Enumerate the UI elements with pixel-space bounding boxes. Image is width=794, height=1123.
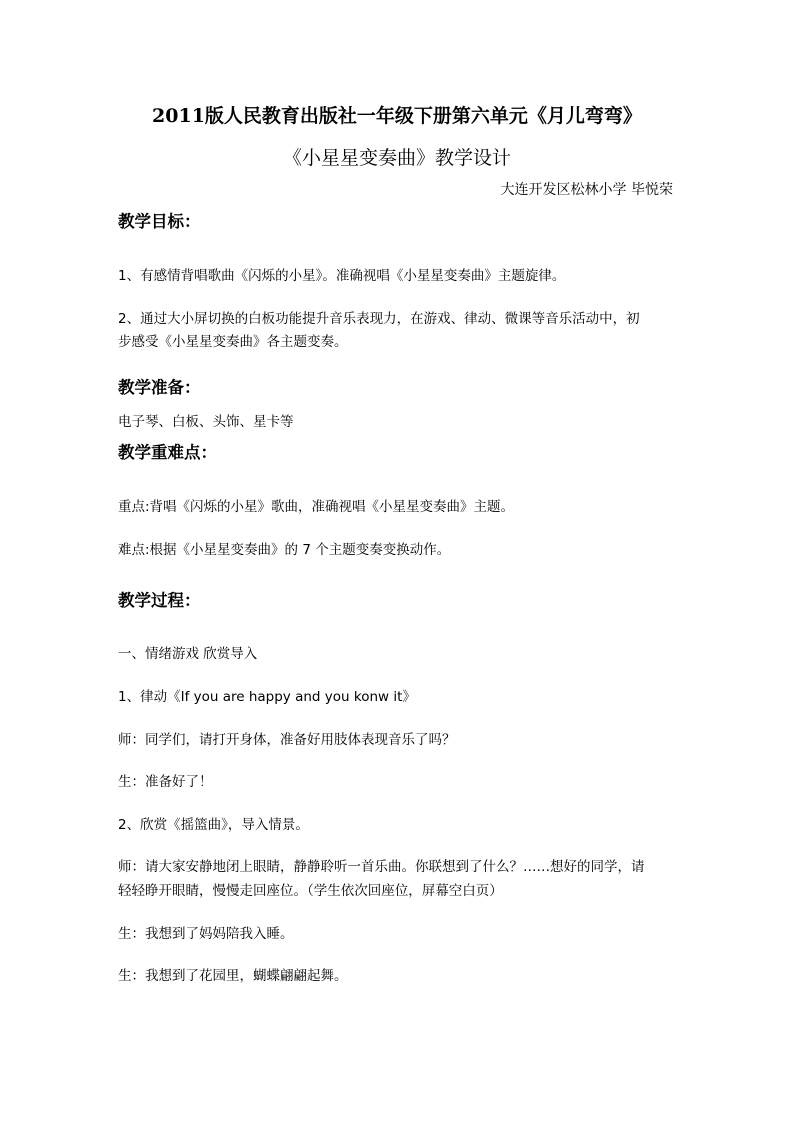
- student-line-3: 生：我想到了花园里，蝴蝶翩翩起舞。: [118, 968, 348, 984]
- key-points-heading: 教学重难点：: [118, 443, 217, 462]
- process-step-2: 2、欣赏《摇篮曲》，导入情景。: [118, 817, 309, 833]
- teacher-line-2b: 轻轻睁开眼睛，慢慢走回座位。（学生依次回座位，屏幕空白页）: [118, 883, 503, 899]
- preparation-heading: 教学准备：: [118, 378, 201, 397]
- author-line: 大连开发区松林小学 毕悦荣: [500, 182, 673, 198]
- key-point-text: 重点:背唱《闪烁的小星》歌曲，准确视唱《小星星变奏曲》主题。: [118, 499, 515, 515]
- goals-heading: 教学目标：: [118, 212, 201, 231]
- preparation-text: 电子琴、白板、头饰、星卡等: [118, 414, 294, 430]
- difficulty-text: 难点:根据《小星星变奏曲》的 7 个主题变奏变换动作。: [118, 542, 451, 558]
- process-heading: 教学过程：: [118, 591, 201, 610]
- process-step-1: 1、律动《If you are happy and you konw it》: [118, 689, 416, 705]
- teacher-line-1: 师：同学们，请打开身体，准备好用肢体表现音乐了吗？: [118, 732, 456, 748]
- goal-item-2-line-1: 2、通过大小屏切换的白板功能提升音乐表现力，在游戏、律动、微课等音乐活动中，初: [118, 311, 640, 327]
- process-part-1: 一、情绪游戏 欣赏导入: [118, 646, 258, 662]
- goal-item-1: 1、有感情背唱歌曲《闪烁的小星》。准确视唱《小星星变奏曲》主题旋律。: [118, 268, 566, 284]
- student-line-2: 生：我想到了妈妈陪我入睡。: [118, 926, 294, 942]
- teacher-line-2a: 师：请大家安静地闭上眼睛，静静聆听一首乐曲。你联想到了什么？……想好的同学，请: [118, 859, 645, 875]
- document-title: 2011版人民教育出版社一年级下册第六单元《月儿弯弯》: [152, 105, 642, 127]
- document-subtitle: 《小星星变奏曲》教学设计: [282, 147, 511, 169]
- student-line-1: 生：准备好了！: [118, 774, 213, 790]
- goal-item-2-line-2: 步感受《小星星变奏曲》各主题变奏。: [118, 334, 348, 350]
